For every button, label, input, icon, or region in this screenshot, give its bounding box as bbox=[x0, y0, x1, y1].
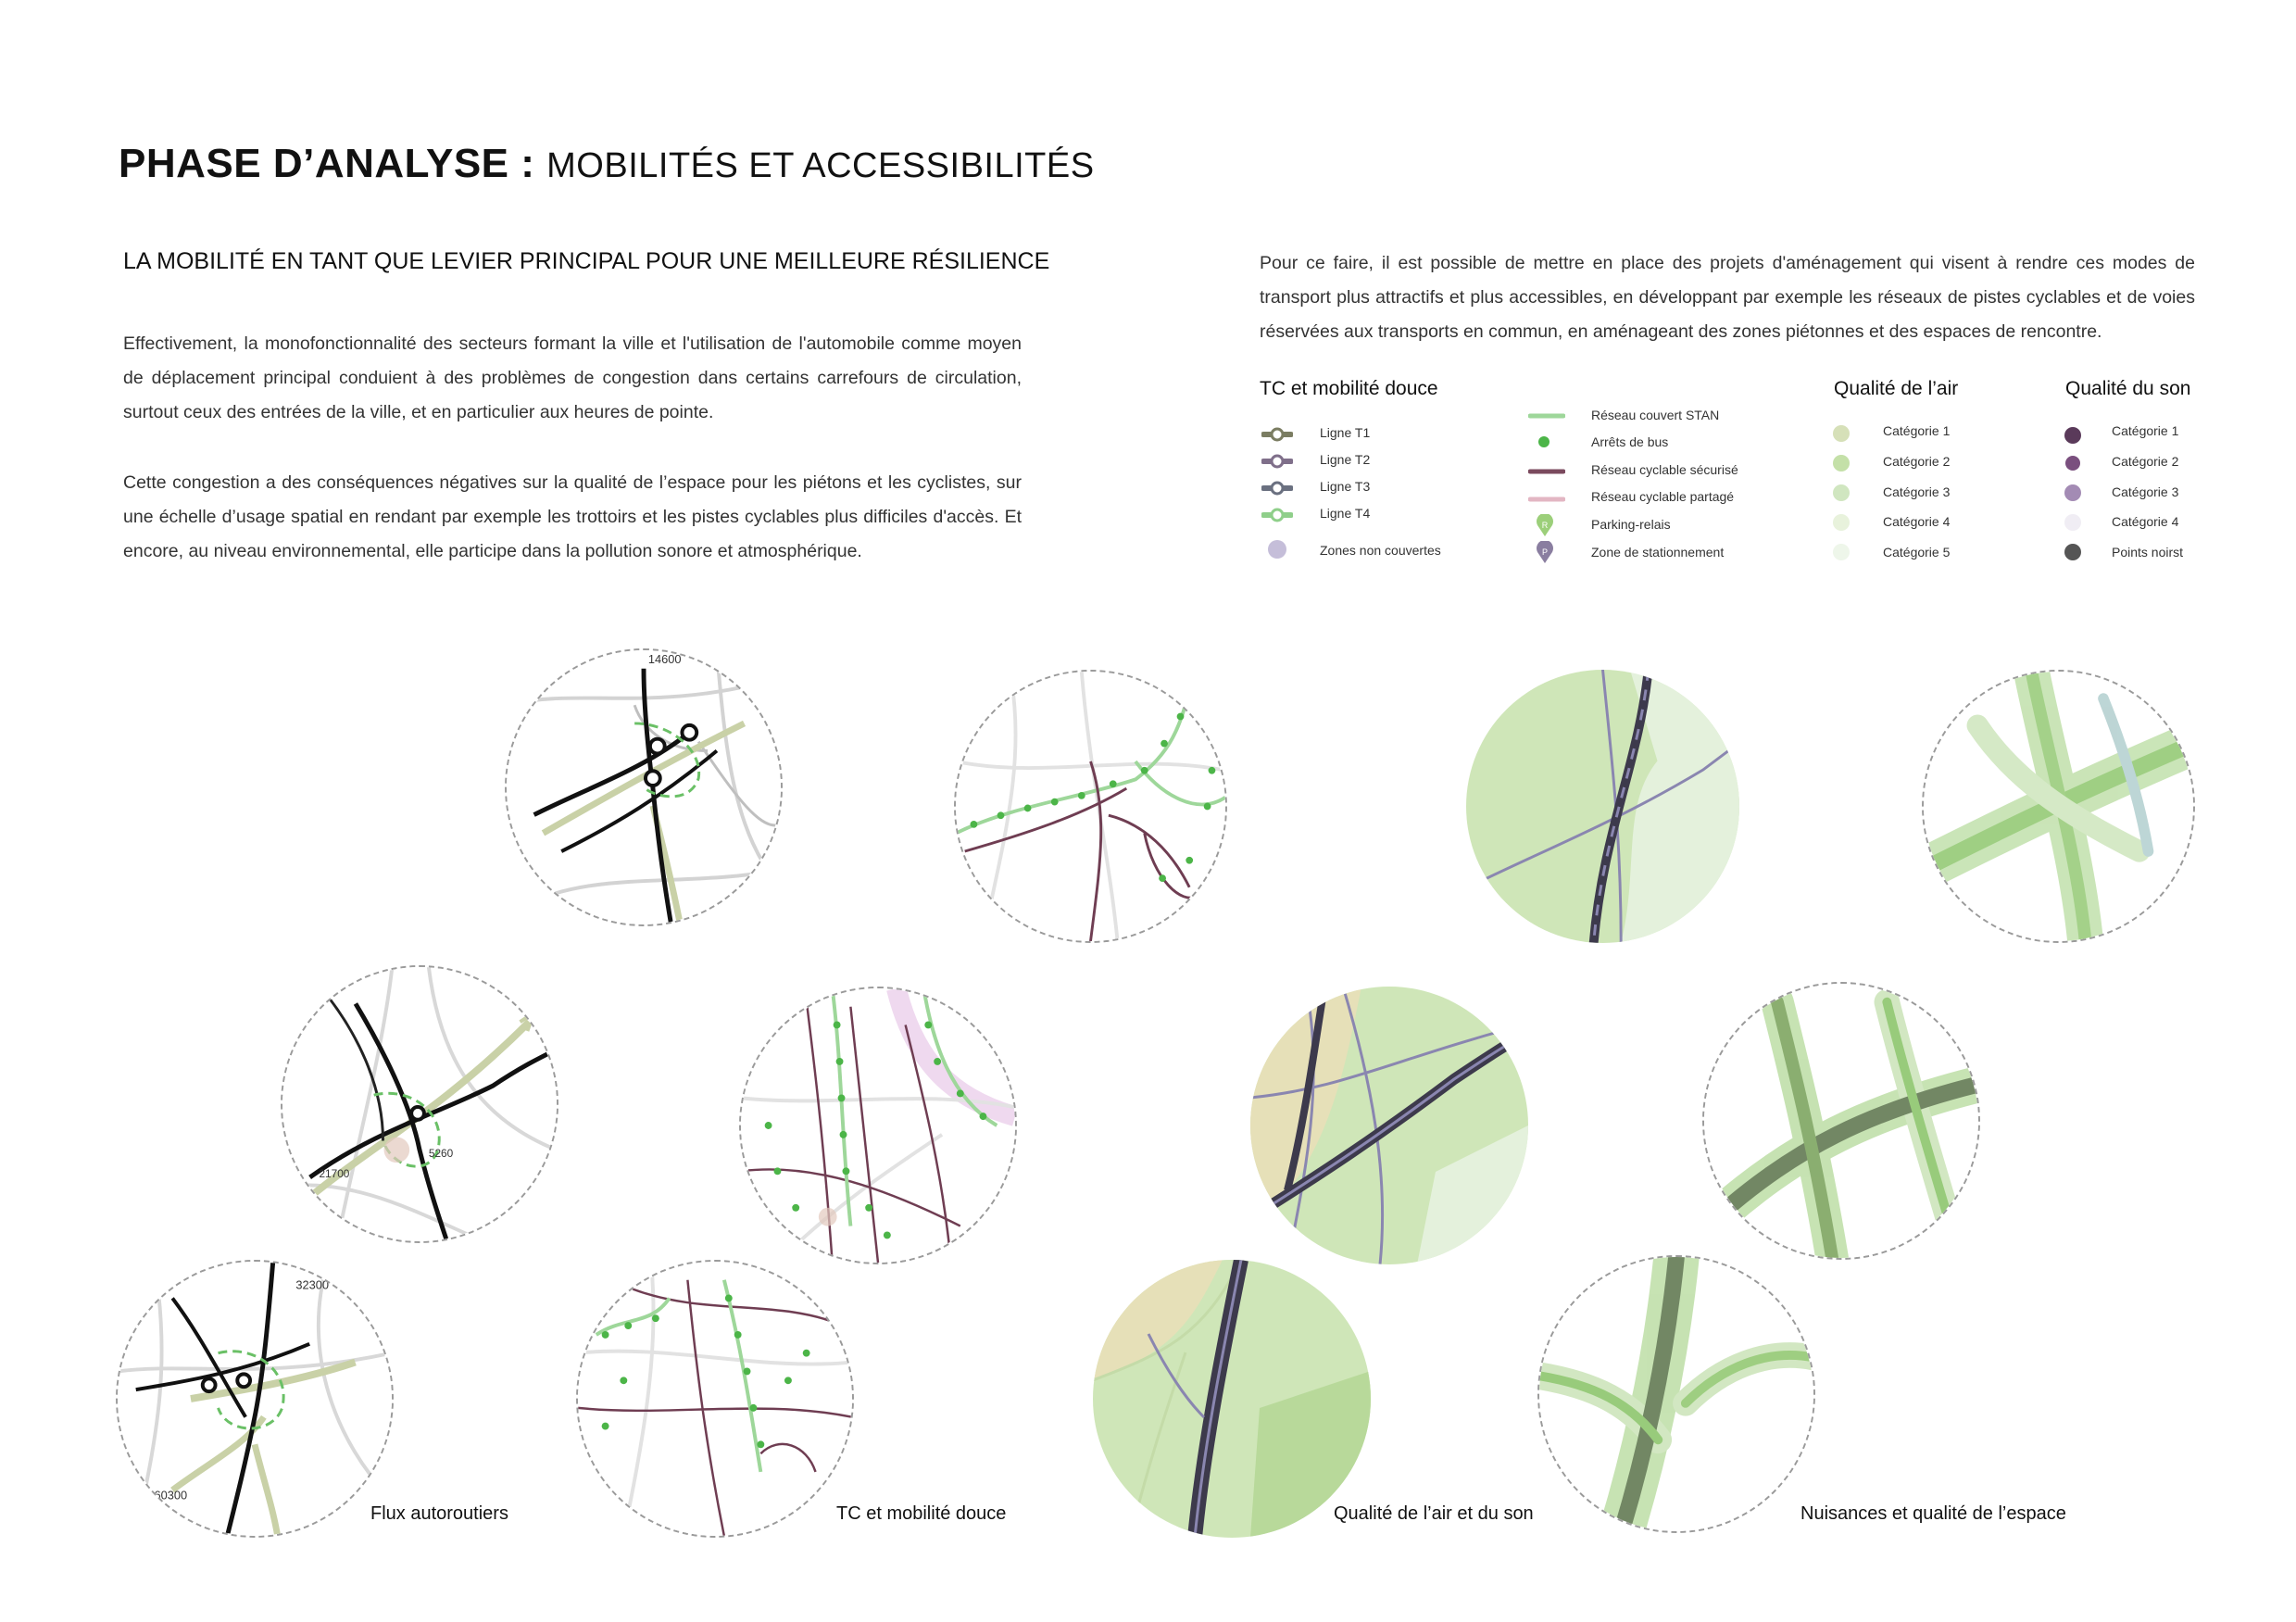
legend-air-title: Qualité de l’air bbox=[1834, 378, 1959, 399]
line-t3-icon bbox=[1261, 478, 1293, 498]
paragraph-1: Effectivement, la monofonctionnalité des secteurs formant la ville et l'utilisation de l'automobile comme moyen de déplacement principal conduient à des problèmes de congestion dans certains carrefours de circulation, surtout ceux des entrées de la ville, et en particulier aux heures de pointe. bbox=[123, 333, 1022, 422]
park-ride-icon bbox=[1535, 514, 1555, 538]
legend-air-5: Catégorie 5 bbox=[1883, 545, 1951, 560]
legend-air-3: Catégorie 3 bbox=[1883, 484, 1951, 499]
title-bold: PHASE D’ANALYSE : bbox=[119, 141, 535, 186]
caption-flux: Flux autoroutiers bbox=[370, 1503, 508, 1524]
legend-secure-bike: Réseau cyclable sécurisé bbox=[1591, 462, 1738, 477]
legend-stan: Réseau couvert STAN bbox=[1591, 408, 1720, 422]
map-traffic-3 bbox=[116, 1260, 394, 1538]
line-t2-icon bbox=[1261, 451, 1293, 472]
traffic-label-2: 21700 bbox=[319, 1166, 350, 1180]
caption-transit: TC et mobilité douce bbox=[836, 1503, 1007, 1524]
section-subtitle: LA MOBILITÉ EN TANT QUE LEVIER PRINCIPAL POUR UNE MEILLEURE RÉSILIENCE bbox=[123, 248, 1050, 274]
line-t1-icon bbox=[1261, 424, 1293, 445]
son-cat3-swatch bbox=[2063, 483, 2083, 503]
legend-son-title: Qualité du son bbox=[2065, 378, 2191, 399]
bus-stop-icon bbox=[1537, 434, 1551, 449]
svg-text:P: P bbox=[1541, 547, 1549, 557]
page-title bbox=[119, 141, 1095, 187]
map-nuisance-3 bbox=[1537, 1255, 1815, 1533]
legend-tc-title: TC et mobilité douce bbox=[1260, 378, 1438, 399]
map-air-3 bbox=[1093, 1260, 1371, 1538]
paragraph-3: Pour ce faire, il est possible de mettre en place des projets d'aménagement qui visent à rendre ces modes de transport plus attractifs et plus accessibles, en développant par exemple les réseaux de pistes cyclables et de voies réservées aux transports en commun, en aménageant des zones piétonnes et des espaces de rencontre. bbox=[1260, 253, 2195, 342]
legend-air-4: Catégorie 4 bbox=[1883, 514, 1951, 529]
legend-son-5: Points noirst bbox=[2112, 545, 2184, 560]
map-nuisance-1 bbox=[1922, 670, 2195, 943]
caption-nuisances: Nuisances et qualité de l’espace bbox=[1800, 1503, 2066, 1524]
air-cat3-swatch bbox=[1831, 483, 1851, 503]
title-rest: MOBILITÉS ET ACCESSIBILITÉS bbox=[546, 146, 1095, 185]
legend-t4: Ligne T4 bbox=[1320, 506, 1371, 521]
son-cat2-swatch bbox=[2063, 453, 2083, 473]
air-cat4-swatch bbox=[1831, 512, 1851, 533]
legend-bus-stops: Arrêts de bus bbox=[1591, 434, 1669, 449]
legend-son-2: Catégorie 2 bbox=[2112, 454, 2179, 469]
legend-t3: Ligne T3 bbox=[1320, 479, 1371, 494]
line-t4-icon bbox=[1261, 505, 1293, 525]
traffic-label-5: 60300 bbox=[154, 1488, 188, 1503]
air-cat1-swatch bbox=[1831, 423, 1851, 444]
legend-park-ride: Parking-relais bbox=[1591, 517, 1671, 532]
map-air-1 bbox=[1466, 670, 1739, 943]
legend-t2: Ligne T2 bbox=[1320, 452, 1371, 467]
map-transit-1 bbox=[954, 670, 1227, 943]
legend-t1: Ligne T1 bbox=[1320, 425, 1371, 440]
air-cat5-swatch bbox=[1831, 542, 1851, 562]
map-transit-2 bbox=[739, 987, 1017, 1264]
uncovered-zone-icon bbox=[1265, 537, 1289, 561]
legend-son-3: Catégorie 3 bbox=[2112, 484, 2179, 499]
traffic-label-3: 5260 bbox=[428, 1147, 454, 1161]
legend-son-1: Catégorie 1 bbox=[2112, 423, 2179, 438]
traffic-label-4: 32300 bbox=[295, 1277, 330, 1292]
son-black-point-swatch bbox=[2063, 542, 2083, 562]
parking-zone-icon bbox=[1535, 541, 1555, 565]
paragraph-2: Cette congestion a des conséquences négatives sur la qualité de l’espace pour les piétons et les cyclistes, sur une échelle d’usage spatial en rendant par exemple les trottoirs et les pistes cyclables plus difficiles d'accès. Et encore, au niveau environnemental, elle participe dans la pollution sonore et atmosphérique. bbox=[123, 472, 1022, 561]
legend-son-4: Catégorie 4 bbox=[2112, 514, 2179, 529]
legend-parking: Zone de stationnement bbox=[1591, 545, 1725, 560]
legend-uncovered: Zones non couvertes bbox=[1320, 543, 1441, 558]
map-air-2 bbox=[1250, 987, 1528, 1264]
legend-shared-bike: Réseau cyclable partagé bbox=[1591, 489, 1735, 504]
map-transit-3 bbox=[576, 1260, 854, 1538]
legend-air-2: Catégorie 2 bbox=[1883, 454, 1951, 469]
map-nuisance-2 bbox=[1702, 982, 1980, 1260]
caption-air-son: Qualité de l’air et du son bbox=[1334, 1503, 1534, 1524]
legend-air-1: Catégorie 1 bbox=[1883, 423, 1951, 438]
shared-bike-icon bbox=[1528, 494, 1565, 505]
map-traffic-2 bbox=[281, 965, 558, 1243]
son-cat1-swatch bbox=[2063, 425, 2083, 446]
traffic-label-1: 14600 bbox=[647, 651, 682, 666]
map-traffic-1 bbox=[505, 648, 783, 926]
son-cat4-swatch bbox=[2063, 512, 2083, 533]
svg-text:R: R bbox=[1541, 521, 1549, 530]
secure-bike-icon bbox=[1528, 466, 1565, 477]
stan-network-icon bbox=[1528, 410, 1565, 421]
air-cat2-swatch bbox=[1831, 453, 1851, 473]
